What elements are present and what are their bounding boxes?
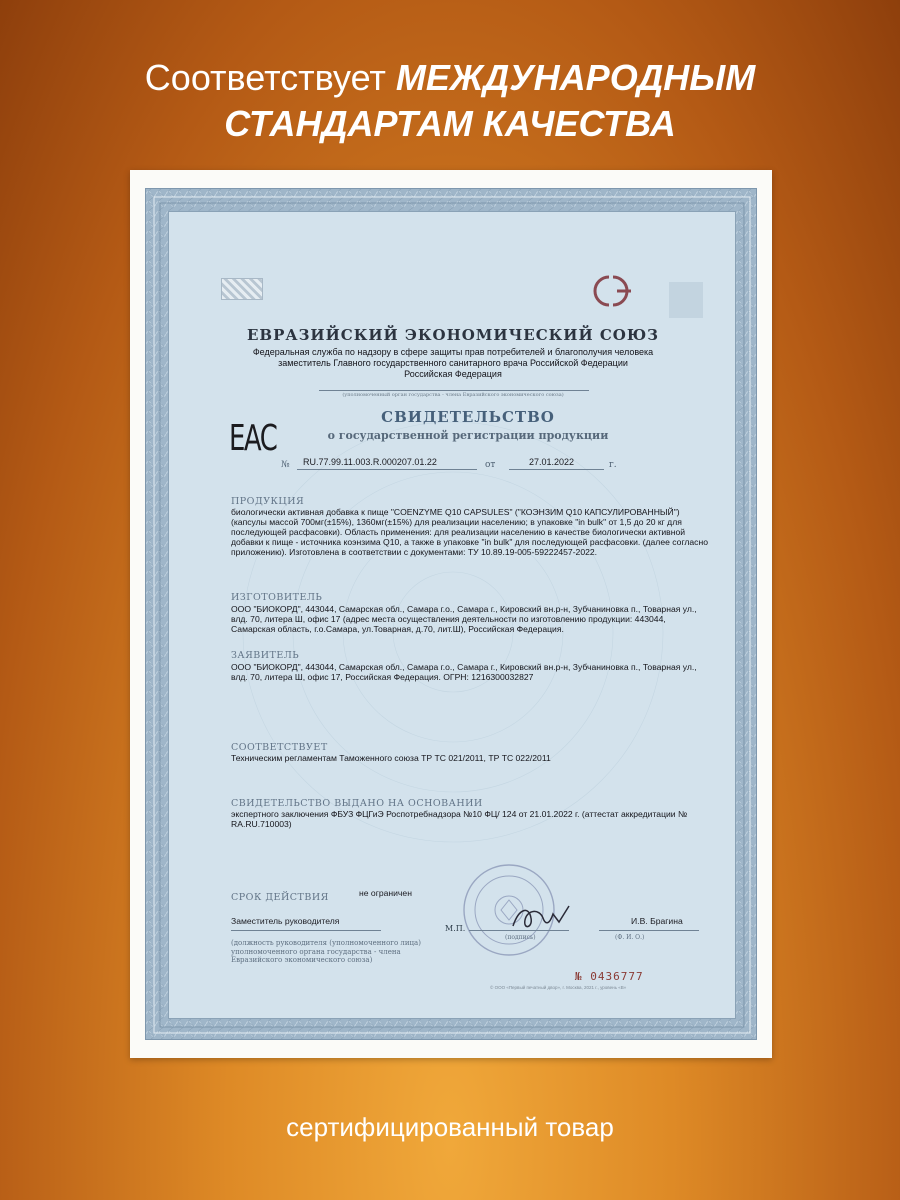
divider (319, 390, 589, 391)
certificate-sheet (145, 188, 757, 1040)
footer-caption: сертифицированный товар (286, 1112, 614, 1142)
signer-name: И.В. Брагина (631, 916, 683, 926)
certificate-title: СВИДЕТЕЛЬСТВО (381, 408, 555, 426)
manufacturer-text: ООО "БИОКОРД", 443044, Самарская обл., Самара г.о., Самара г., Кировский вн.р-н, Зубчаниновка п., Товарная ул., влд. 70, литера Ш, офис 17 (адрес места осуществления деятельности по изготовлению продукции: 443044, Самарская область, г.о.Самара, ул.Товарная, д.70, лит.Ш), Российская Федерация. (231, 604, 697, 634)
number-label: № (281, 460, 290, 470)
certificate-subtitle: о государственной регистрации продукции (327, 429, 609, 442)
certificate-photo (130, 170, 772, 1058)
signer-role: Заместитель руководителя (231, 916, 340, 926)
product-heading: ПРОДУКЦИЯ (231, 496, 305, 507)
manufacturer-heading: ИЗГОТОВИТЕЛЬ (231, 592, 323, 603)
hologram-sticker (221, 278, 263, 300)
handwritten-signature (509, 900, 579, 934)
agency-caption: (уполномоченный орган государства - члена Евразийского экономического союза) (342, 392, 564, 398)
divider (297, 469, 477, 470)
serial-number: № 0436777 (575, 970, 644, 983)
headline-lead: Соответствует (144, 57, 386, 98)
name-caption: (Ф. И. О.) (615, 934, 645, 941)
certificate-body (168, 211, 736, 1019)
agency-line-2: заместитель Главного государственного санитарного врача Российской Федерации (278, 358, 628, 368)
paper-fold-mark (669, 282, 703, 318)
eac-mark: EAC (229, 418, 277, 459)
headline (0, 55, 900, 147)
applicant-text: ООО "БИОКОРД", 443044, Самарская обл., Самара г.о., Самара г., Кировский вн.р-н, Зубчаниновка п., Товарная ул., влд. 70, литера Ш, офис 17, Российская Федерация. ОГРН: 1216300032827 (231, 662, 697, 682)
position-caption: (должность руководителя (уполномоченного лица) уполномоченного органа государства - члена Евразийского экономического союза) (231, 939, 421, 964)
headline-strong-2: СТАНДАРТАМ КАЧЕСТВА (224, 103, 676, 144)
divider (599, 930, 699, 931)
signature-caption: (подпись) (505, 934, 536, 941)
basis-text: экспертного заключения ФБУЗ ФЦГиЭ Роспотребнадзора №10 ФЦ/ 124 от 21.01.2022 г. (аттестат аккредитации № RA.RU.710003) (231, 809, 688, 829)
agency-line-1: Федеральная служба по надзору в сфере защиты прав потребителей и благополучия человека (252, 347, 654, 357)
validity-value: не ограничен (359, 888, 412, 898)
basis-heading: СВИДЕТЕЛЬСТВО ВЫДАНО НА ОСНОВАНИИ (231, 798, 483, 809)
from-label: от (485, 460, 496, 470)
applicant-heading: ЗАЯВИТЕЛЬ (231, 650, 300, 661)
divider (509, 469, 604, 470)
validity-heading: СРОК ДЕЙСТВИЯ (231, 892, 329, 903)
complies-text: Техническим регламентам Таможенного союза ТР ТС 021/2011, ТР ТС 022/2011 (231, 753, 551, 763)
year-suffix: г. (609, 460, 617, 470)
headline-strong-1: МЕЖДУНАРОДНЫМ (395, 57, 756, 98)
union-title: ЕВРАЗИЙСКИЙ ЭКОНОМИЧЕСКИЙ СОЮЗ (247, 326, 659, 344)
printer-imprint: © ООО «Первый печатный двор», г. Москва, 2021 г., уровень «В» (490, 985, 627, 990)
divider (469, 930, 569, 931)
registration-date: 27.01.2022 (529, 457, 575, 467)
complies-heading: СООТВЕТСТВУЕТ (231, 742, 328, 753)
agency-line-3: Российская Федерация (404, 369, 502, 379)
registration-number: RU.77.99.11.003.R.000207.01.22 (303, 457, 437, 467)
product-text: биологически активная добавка к пище "COENZYME Q10 CAPSULES" ("КОЭНЗИМ Q10 КАПСУЛИРОВАННЫЙ") (капсулы массой 700мг(±15%), 1360мг(±15%) для реализации населению; в упаковке "in bulk" от 1,5 до 20 кг для последующей расфасовки). Область применения: для реализации населению в качестве биологически активной добавки к пище - источника коэнзима Q10, а также в упаковке "in bulk" для последующей расфасовки. (далее согласно приложению). Изготовлена в соответствии с документами: ТУ 10.89.19-005-59222457-2022. (231, 507, 709, 557)
eurasian-union-logo-icon (589, 272, 635, 310)
stamp-place-caption: М.П. (445, 924, 466, 933)
issuing-agency (169, 347, 736, 380)
divider (231, 930, 381, 931)
